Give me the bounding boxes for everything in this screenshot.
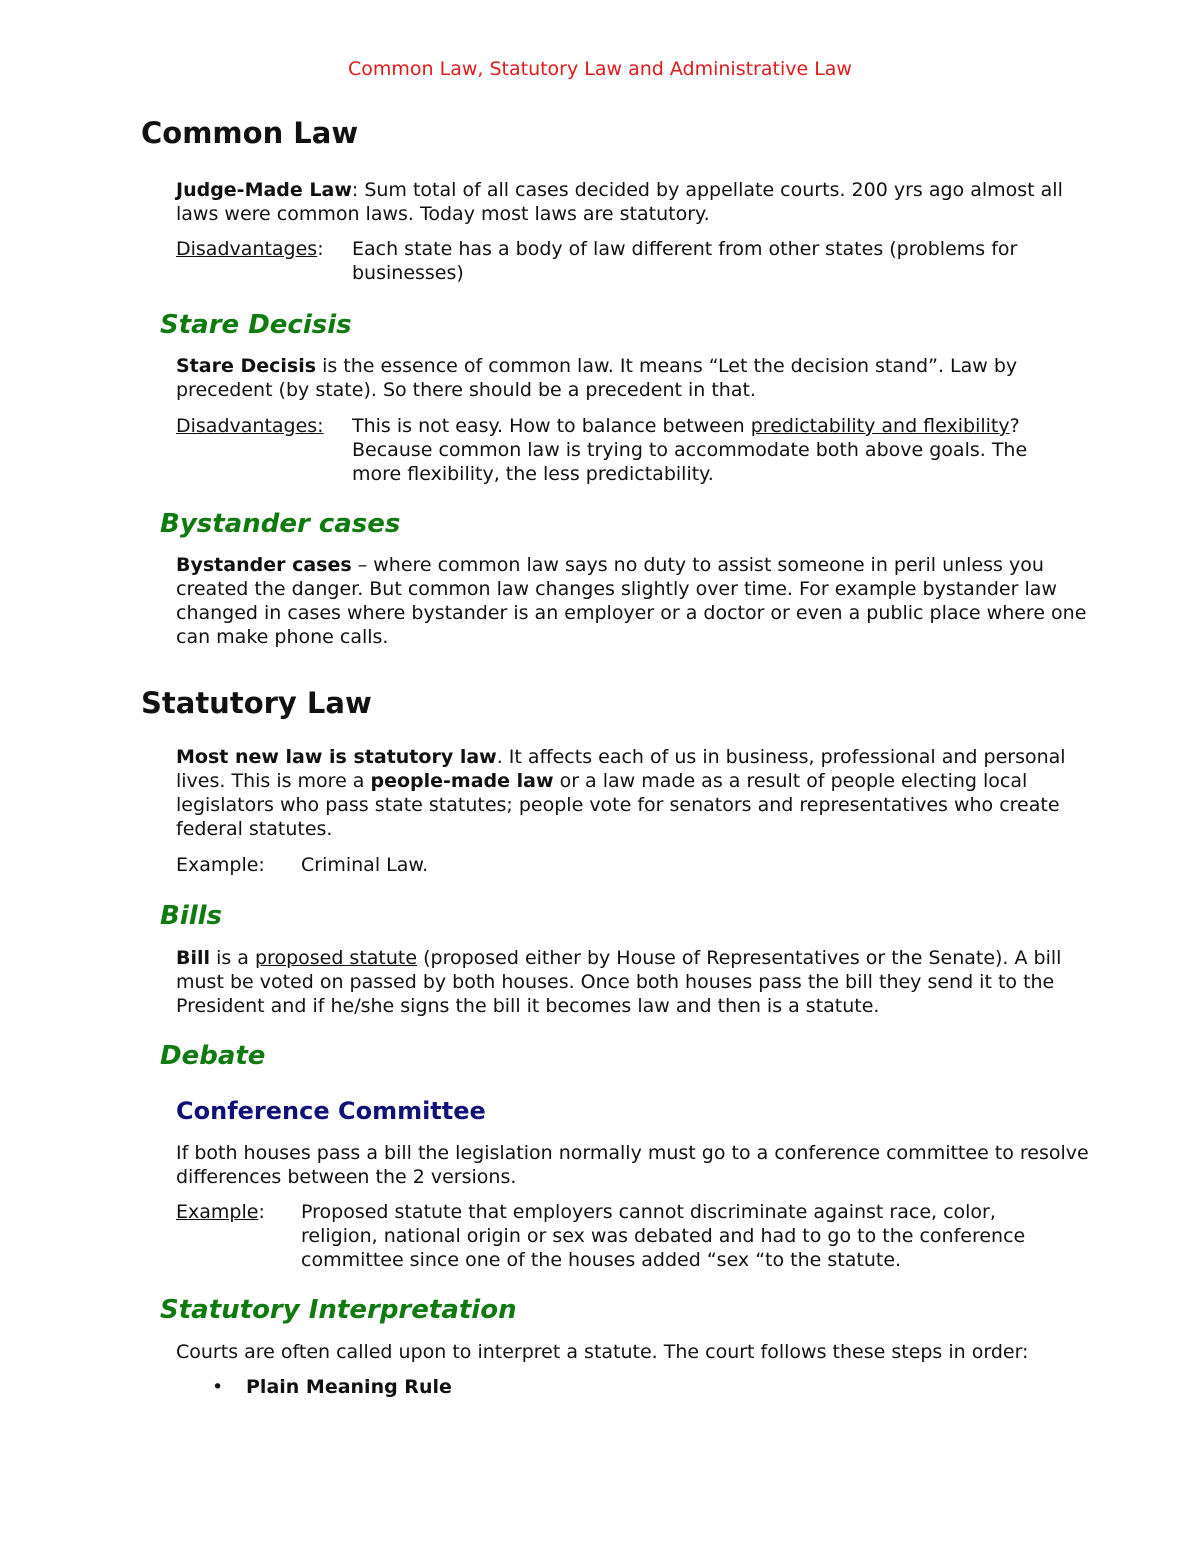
- paragraph-conference-committee: If both houses pass a bill the legislation normally must go to a conference committee to resolve differences between the 2 versions.: [176, 1142, 1089, 1188]
- heading-bystander-cases: Bystander cases: [160, 509, 401, 539]
- term-judge-made-law: Judge-Made Law: [176, 179, 352, 201]
- example-label: Example:: [176, 854, 265, 876]
- heading-statutory-law: Statutory Law: [141, 686, 372, 720]
- judge-made-law-text: : Sum total of all cases decided by appellate courts. 200 yrs ago almost all laws were common laws. Today most laws are statutory.: [176, 179, 1063, 225]
- heading-debate: Debate: [160, 1041, 266, 1071]
- paragraph-judge-made-law: [176, 178, 1096, 226]
- heading-bills: Bills: [160, 901, 223, 931]
- disadvantages-text-part: ? Because common law is trying to accommodate both above goals. The more flexibility, the less predictability.: [352, 415, 1028, 485]
- stare-decisis-text: is the essence of common law. It means “Let the decision stand”. Law by precedent (by state). So there should be a precedent in that.: [176, 355, 1018, 401]
- term-stare-decisis: Stare Decisis: [176, 355, 317, 377]
- example-text: Criminal Law.: [301, 854, 429, 876]
- bystander-text: – where common law says no duty to assist someone in peril unless you created the danger. But common law changes slightly over time. For example bystander law changed in cases where bystander is an employer or a doctor or even a public place where one can make phone calls.: [176, 554, 1087, 648]
- term-bill: Bill: [176, 947, 211, 969]
- paragraph-stare-decisis: [176, 354, 1096, 402]
- paragraph-statutory-interpretation: Courts are often called upon to interpret a statute. The court follows these steps in order:: [176, 1341, 1029, 1363]
- term-bystander-cases: Bystander cases: [176, 554, 352, 576]
- underlined-phrase: proposed statute: [254, 947, 418, 969]
- disadvantages-text: Each state has a body of law different from other states (problems for businesses): [352, 238, 1018, 284]
- list-item-text: Plain Meaning Rule: [246, 1376, 452, 1398]
- disadvantages-text-part: This is not easy. How to balance between: [352, 415, 751, 437]
- example-text: Proposed statute that employers cannot discriminate against race, color, religion, national origin or sex was debated and had to go to the conference committee since one of the houses added “sex “to the statute.: [301, 1201, 1026, 1271]
- example-label: Example: [176, 1201, 259, 1223]
- statutory-text: or a law made as a result of people electing local legislators who pass state statutes; people vote for senators and representatives who create federal statutes.: [176, 770, 1060, 840]
- paragraph-bills: [176, 946, 1096, 1018]
- heading-stare-decisis: Stare Decisis: [160, 310, 352, 340]
- running-header: Common Law, Statutory Law and Administrative Law: [348, 58, 852, 80]
- statutory-text: . It affects each of us in business, professional and personal lives. This is more a: [176, 746, 1066, 792]
- bills-text: (proposed either by House of Representatives or the Senate). A bill must be voted on passed by both houses. Once both houses pass the bill they send it to the President and if he/she signs the bill it becomes law and then is a statute.: [176, 947, 1062, 1017]
- heading-common-law: Common Law: [141, 116, 359, 150]
- paragraph-statutory-law: [176, 745, 1096, 841]
- disadvantages-label: Disadvantages:: [176, 415, 324, 437]
- heading-statutory-interpretation: Statutory Interpretation: [160, 1295, 517, 1325]
- bills-text: is a: [210, 947, 255, 969]
- example-colon: :: [258, 1201, 265, 1223]
- bullet-icon: •: [212, 1376, 224, 1398]
- disadvantages-colon: :: [317, 238, 324, 260]
- term-people-made-law: people-made law: [370, 770, 554, 792]
- term-most-new-law: Most new law is statutory law: [176, 746, 497, 768]
- heading-conference-committee: Conference Committee: [176, 1097, 486, 1125]
- disadvantages-label: Disadvantages: [176, 238, 318, 260]
- paragraph-bystander: [176, 553, 1096, 649]
- underlined-phrase: predictability and flexibility: [750, 415, 1010, 437]
- disadvantages-text: [352, 414, 1072, 486]
